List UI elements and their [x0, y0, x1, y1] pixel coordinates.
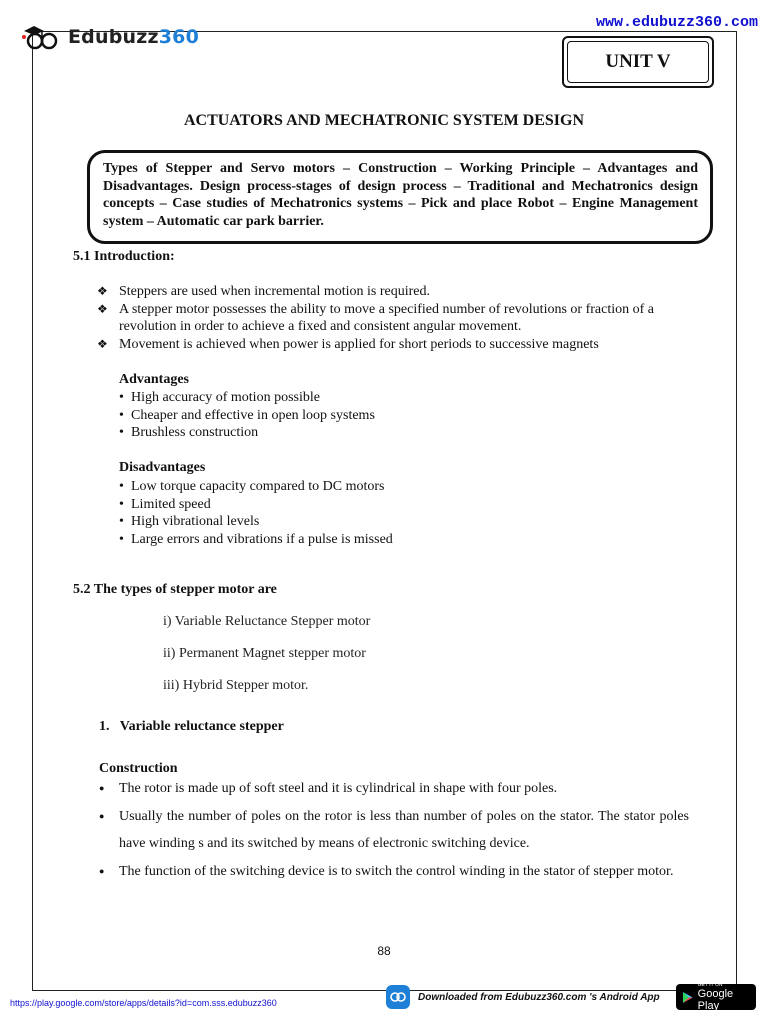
advantages-heading: Advantages	[119, 372, 190, 387]
badge-big-text: Google Play	[697, 988, 734, 1012]
syllabus-topics-box: Types of Stepper and Servo motors – Construction – Working Principle – Advantages and Disadvantages. Design process-stages of design process – Traditional and Mechatronics design concepts – Case studies of Mechatronics systems – Pick and place Robot – Engine Management system – Automatic car park barrier.	[87, 150, 713, 244]
edubuzz-logo	[20, 22, 199, 52]
list-item: • Cheaper and effective in open loop systems	[119, 407, 679, 425]
list-item: • Limited speed	[119, 496, 679, 514]
construction-list	[99, 775, 689, 885]
section-5-2-heading: 5.2 The types of stepper motor are	[73, 582, 277, 597]
disadvantages-list	[119, 478, 679, 548]
unit-badge	[562, 36, 714, 88]
stepper-type-item: iii) Hybrid Stepper motor.	[163, 678, 309, 693]
logo-number: 360	[158, 26, 200, 48]
construction-heading: Construction	[99, 761, 178, 776]
section-5-1-heading: 5.1 Introduction:	[73, 249, 175, 264]
list-item: • Large errors and vibrations if a pulse is missed	[119, 531, 679, 549]
list-item: ❖ Steppers are used when incremental motion is required.	[97, 283, 693, 301]
list-item: ❖ A stepper motor possesses the ability to move a specified number of revolutions or fraction of a revolution in order to achieve a fixed and consistent angular movement.	[97, 301, 693, 336]
list-item: ● The function of the switching device is to switch the control winding in the stator of stepper motor.	[99, 858, 689, 886]
logo-name: Edubuzz	[68, 26, 159, 48]
list-item: ● The rotor is made up of soft steel and it is cylindrical in shape with four poles.	[99, 775, 689, 803]
list-item: ● Usually the number of poles on the rotor is less than number of poles on the stator. The stator poles have winding s and its switched by means of electronic switching device.	[99, 803, 689, 858]
intro-points-list	[97, 283, 693, 353]
list-item: • High accuracy of motion possible	[119, 389, 679, 407]
google-play-badge[interactable]	[676, 984, 756, 1010]
list-item: ❖ Movement is achieved when power is applied for short periods to successive magnets	[97, 336, 693, 354]
badge-small-text: GET IT ON	[697, 982, 723, 988]
graduation-cap-logo-icon	[20, 22, 64, 52]
site-url-link[interactable]: www.edubuzz360.com	[595, 14, 758, 31]
list-item: • High vibrational levels	[119, 513, 679, 531]
list-item: • Low torque capacity compared to DC motors	[119, 478, 679, 496]
footer-app-banner[interactable]	[386, 985, 660, 1009]
stepper-type-item: i) Variable Reluctance Stepper motor	[163, 614, 371, 629]
list-item: • Brushless construction	[119, 424, 679, 442]
stepper-type-item: ii) Permanent Magnet stepper motor	[163, 646, 366, 661]
advantages-list	[119, 389, 679, 442]
play-triangle-icon	[682, 991, 694, 1004]
variable-reluctance-subheading: 1. Variable reluctance stepper	[99, 719, 284, 734]
chapter-title: ACTUATORS AND MECHATRONIC SYSTEM DESIGN	[183, 112, 585, 129]
app-logo-icon	[386, 985, 410, 1009]
disadvantages-heading: Disadvantages	[119, 460, 206, 475]
page-number: 88	[377, 944, 391, 958]
unit-label: UNIT V	[567, 41, 709, 83]
play-store-link[interactable]: https://play.google.com/store/apps/details?id=com.sss.edubuzz360	[10, 998, 277, 1008]
footer-download-text: Downloaded from Edubuzz360.com 's Android App	[418, 991, 660, 1003]
